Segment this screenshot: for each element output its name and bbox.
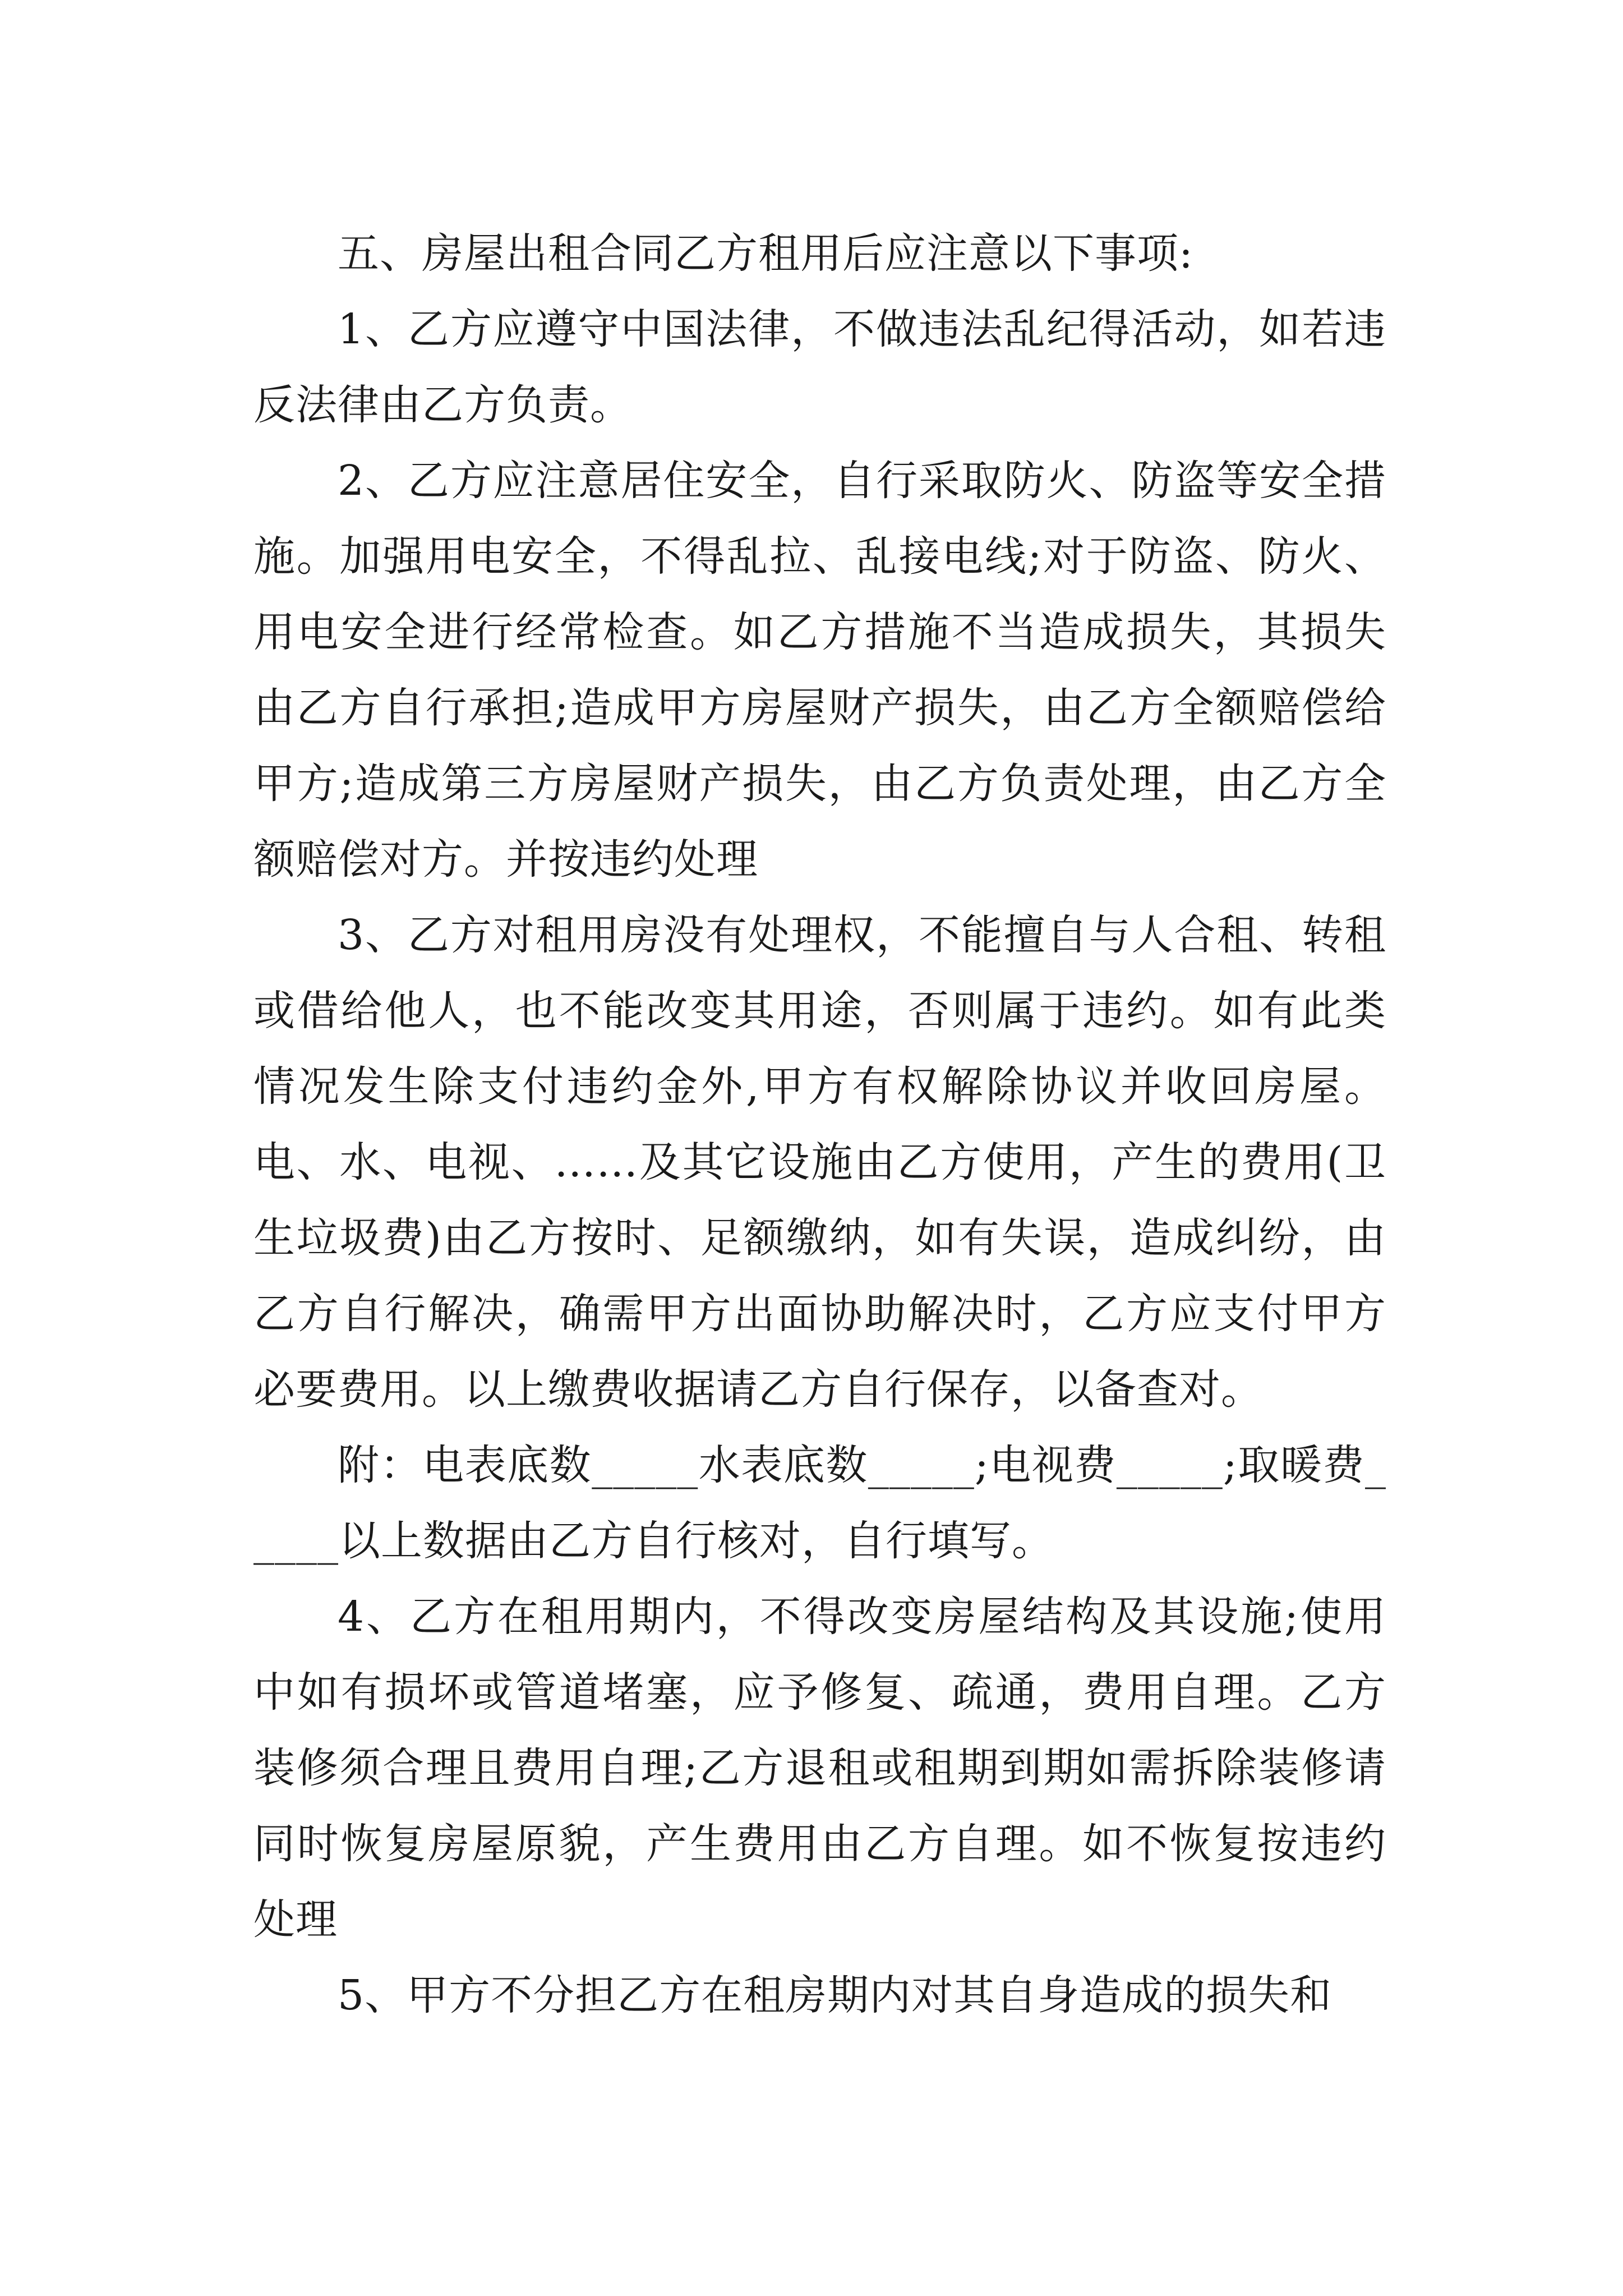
section-five-heading: 五、房屋出租合同乙方租用后应注意以下事项: <box>338 229 1193 278</box>
clause-4: 4、乙方在租用期内，不得改变房屋结构及其设施;使用中如有损坏或管道堵塞，应予修复、疏通，费用自理。乙方装修须合理且费用自理;乙方退租或租期到期如需拆除装修请同时恢复房屋原貌，产生费用由乙方自理。如不恢复按违约处理 <box>253 1593 1386 1944</box>
appendix-meter-readings: 附：电表底数_____水表底数_____;电视费_____;取暖费_____以上数据由乙方自行核对，自行填写。 <box>253 1441 1386 1565</box>
document-body <box>253 216 1386 2033</box>
clause-1: 1、乙方应遵守中国法律，不做违法乱纪得活动，如若违反法律由乙方负责。 <box>253 305 1386 429</box>
clause-5: 5、甲方不分担乙方在租房期内对其自身造成的损失和 <box>338 1971 1332 2019</box>
clause-2: 2、乙方应注意居住安全，自行采取防火、防盗等安全措施。加强用电安全，不得乱拉、乱接电线;对于防盗、防火、用电安全进行经常检查。如乙方措施不当造成损失，其损失由乙方自行承担;造成甲方房屋财产损失，由乙方全额赔偿给甲方;造成第三方房屋财产损失，由乙方负责处理，由乙方全额赔偿对方。并按违约处理 <box>253 457 1386 884</box>
clause-3: 3、乙方对租用房没有处理权，不能擅自与人合租、转租或借给他人，也不能改变其用途，否则属于违约。如有此类情况发生除支付违约金外,甲方有权解除协议并收回房屋。电、水、电视、……及其它设施由乙方使用，产生的费用(卫生垃圾费)由乙方按时、足额缴纳，如有失误，造成纠纷，由乙方自行解决，确需甲方出面协助解决时，乙方应支付甲方必要费用。以上缴费收据请乙方自行保存，以备查对。 <box>253 911 1386 1414</box>
